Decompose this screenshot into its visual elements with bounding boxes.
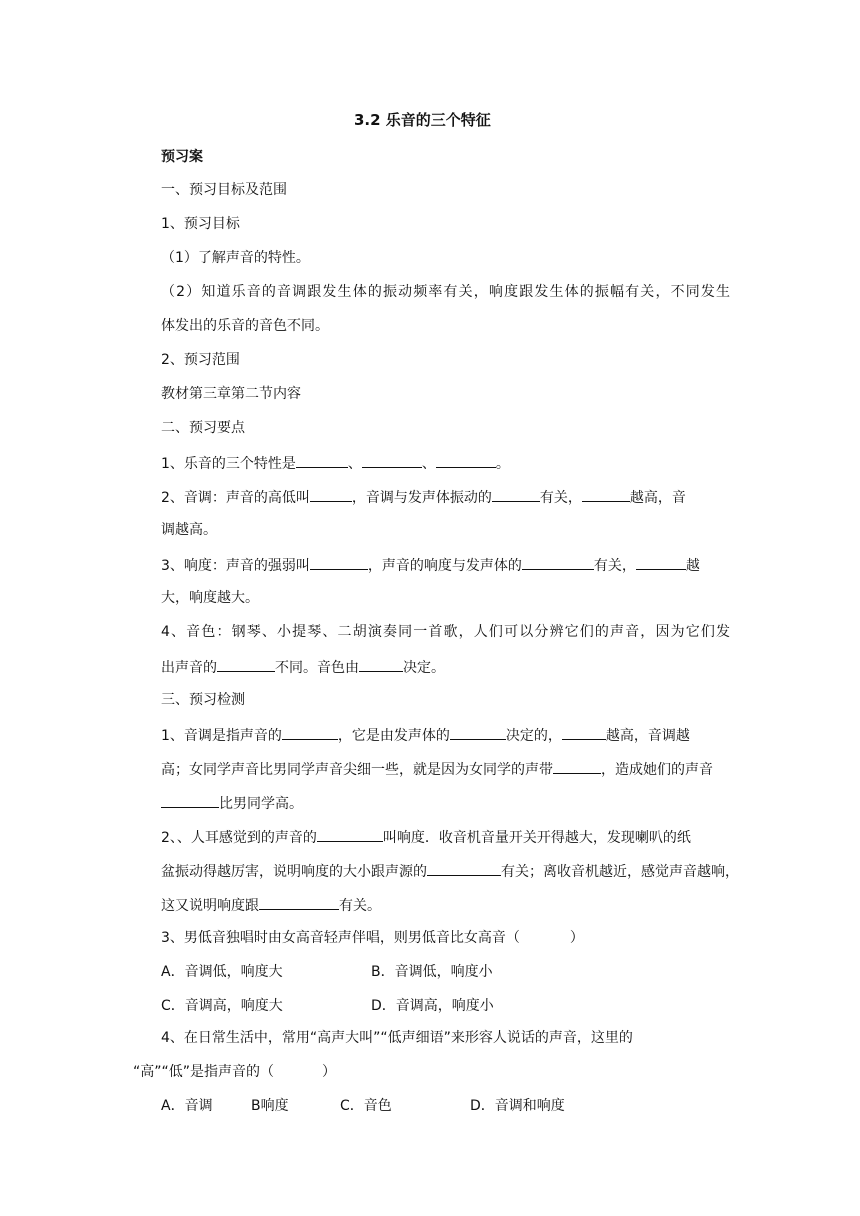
fill-blank[interactable] <box>362 452 422 468</box>
point-3-line2: 大，响度越大。 <box>161 590 259 606</box>
question-4-line1: 4、在日常生活中，常用“高声大叫”“低声细语”来形容人说话的声音，这里的 <box>161 1030 633 1046</box>
question-3-stem: 3、男低音独唱时由女高音轻声伴唱，则男低音比女高音（ ） <box>161 930 584 946</box>
fill-blank[interactable] <box>562 724 606 740</box>
fill-blank[interactable] <box>553 758 601 774</box>
question-4-option-c[interactable]: C．音色 <box>340 1098 392 1114</box>
question-2-line3: 这又说明响度跟 有关。 <box>161 894 381 916</box>
fill-blank[interactable] <box>492 486 540 502</box>
heading-3: 三、预习检测 <box>161 692 245 708</box>
question-1-line2: 高；女同学声音比男同学声音尖细一些，就是因为女同学的声带 ，造成她们的声音 <box>161 758 730 780</box>
section-label-preview: 预习案 <box>161 149 203 165</box>
objective-2-line1: （2）知道乐音的音调跟发生体的振动频率有关，响度跟发生体的振幅有关，不同发生 <box>161 284 730 300</box>
fill-blank[interactable] <box>296 452 348 468</box>
fill-blank[interactable] <box>217 656 275 672</box>
heading-1: 一、预习目标及范围 <box>161 182 287 198</box>
point-3-line1: 3、响度：声音的强弱叫 ，声音的响度与发声体的 有关， 越 <box>161 554 700 576</box>
fill-blank[interactable] <box>359 656 403 672</box>
fill-blank[interactable] <box>450 724 506 740</box>
fill-blank[interactable] <box>282 724 338 740</box>
subheading-objectives: 1、预习目标 <box>161 216 240 232</box>
question-3-option-a[interactable]: A．音调低，响度大 <box>161 964 283 980</box>
question-4-line2: “高”“低”是指声音的（ ） <box>133 1064 337 1080</box>
page-title: 3.2 乐音的三个特征 <box>354 111 491 129</box>
subheading-scope: 2、预习范围 <box>161 352 240 368</box>
fill-blank[interactable] <box>436 452 496 468</box>
fill-blank[interactable] <box>522 554 594 570</box>
question-2-line1: 2、、人耳感觉到的声音的 叫响度．收音机音量开关开得越大，发现喇叭的纸 <box>161 826 691 848</box>
question-3-option-d[interactable]: D．音调高，响度小 <box>371 998 494 1014</box>
fill-blank[interactable] <box>582 486 630 502</box>
scope-text: 教材第三章第二节内容 <box>161 386 301 402</box>
point-4-line2: 出声音的 不同。音色由 决定。 <box>161 656 445 678</box>
fill-blank[interactable] <box>310 554 368 570</box>
fill-blank[interactable] <box>161 792 219 808</box>
point-2-line1: 2、音调：声音的高低叫 ，音调与发声体振动的 有关， 越高，音 <box>161 486 686 508</box>
objective-2-line2: 体发出的乐音的音色不同。 <box>161 318 329 334</box>
fill-blank[interactable] <box>317 826 383 842</box>
objective-1: （1）了解声音的特性。 <box>161 250 310 266</box>
fill-blank[interactable] <box>310 486 352 502</box>
question-3-option-b[interactable]: B．音调低，响度小 <box>371 964 493 980</box>
fill-blank[interactable] <box>427 860 501 876</box>
question-4-option-b[interactable]: B响度 <box>251 1098 289 1114</box>
question-1-line1: 1、音调是指声音的 ，它是由发声体的 决定的， 越高，音调越 <box>161 724 690 746</box>
point-1: 1、乐音的三个特性是 、 、 。 <box>161 452 510 474</box>
question-1-line3: 比男同学高。 <box>161 792 303 814</box>
question-4-option-d[interactable]: D．音调和响度 <box>470 1098 565 1114</box>
point-2-line2: 调越高。 <box>161 522 217 538</box>
point-4-line1: 4、音色：钢琴、小提琴、二胡演奏同一首歌，人们可以分辨它们的声音，因为它们发 <box>161 624 730 640</box>
fill-blank[interactable] <box>259 894 339 910</box>
question-3-option-c[interactable]: C．音调高，响度大 <box>161 998 283 1014</box>
question-4-option-a[interactable]: A．音调 <box>161 1098 213 1114</box>
fill-blank[interactable] <box>636 554 686 570</box>
question-2-line2: 盆振动得越厉害，说明响度的大小跟声源的 有关；离收音机越近，感觉声音越响， <box>161 860 739 882</box>
heading-2: 二、预习要点 <box>161 420 245 436</box>
